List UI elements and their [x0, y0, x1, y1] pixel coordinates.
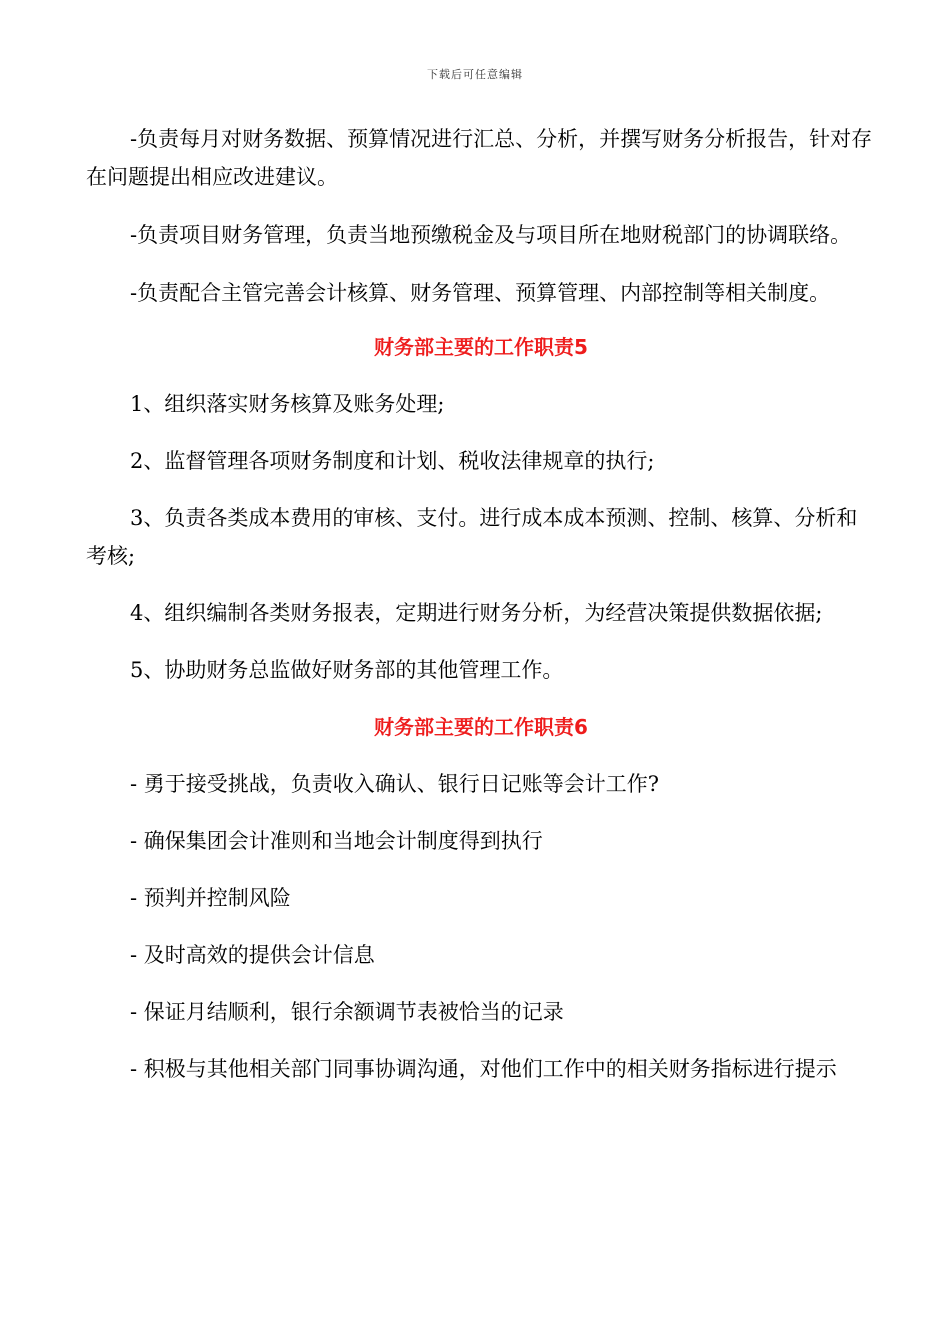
list-item: 5、协助财务总监做好财务部的其他管理工作。 — [130, 658, 564, 682]
list-item: 2、监督管理各项财务制度和计划、税收法律规章的执行; — [130, 449, 655, 473]
list-item: - 及时高效的提供会计信息 — [130, 943, 375, 967]
list-item: 1、组织落实财务核算及账务处理; — [130, 392, 445, 416]
list-item: 3、负责各类成本费用的审核、支付。进行成本成本预测、控制、核算、分析和考核; — [86, 506, 858, 568]
list-item: - 保证月结顺利，银行余额调节表被恰当的记录 — [130, 1000, 564, 1024]
section-title: 财务部主要的工作职责6 — [374, 715, 588, 739]
list-item: - 勇于接受挑战，负责收入确认、银行日记账等会计工作? — [130, 772, 660, 796]
section-title: 财务部主要的工作职责5 — [374, 335, 588, 359]
paragraph: -负责配合主管完善会计核算、财务管理、预算管理、内部控制等相关制度。 — [130, 281, 831, 305]
list-item: - 预判并控制风险 — [130, 886, 291, 910]
paragraph: -负责项目财务管理，负责当地预缴税金及与项目所在地财税部门的协调联络。 — [130, 223, 852, 247]
list-item: - 确保集团会计准则和当地会计制度得到执行 — [130, 829, 543, 853]
paragraph: -负责每月对财务数据、预算情况进行汇总、分析，并撰写财务分析报告，针对存在问题提出相应改进建议。 — [86, 127, 873, 189]
document-body — [86, 120, 876, 1088]
header-note: 下载后可任意编辑 — [427, 68, 523, 81]
list-item: 4、组织编制各类财务报表，定期进行财务分析，为经营决策提供数据依据; — [130, 601, 823, 625]
list-item: - 积极与其他相关部门同事协调沟通，对他们工作中的相关财务指标进行提示 — [130, 1057, 837, 1081]
